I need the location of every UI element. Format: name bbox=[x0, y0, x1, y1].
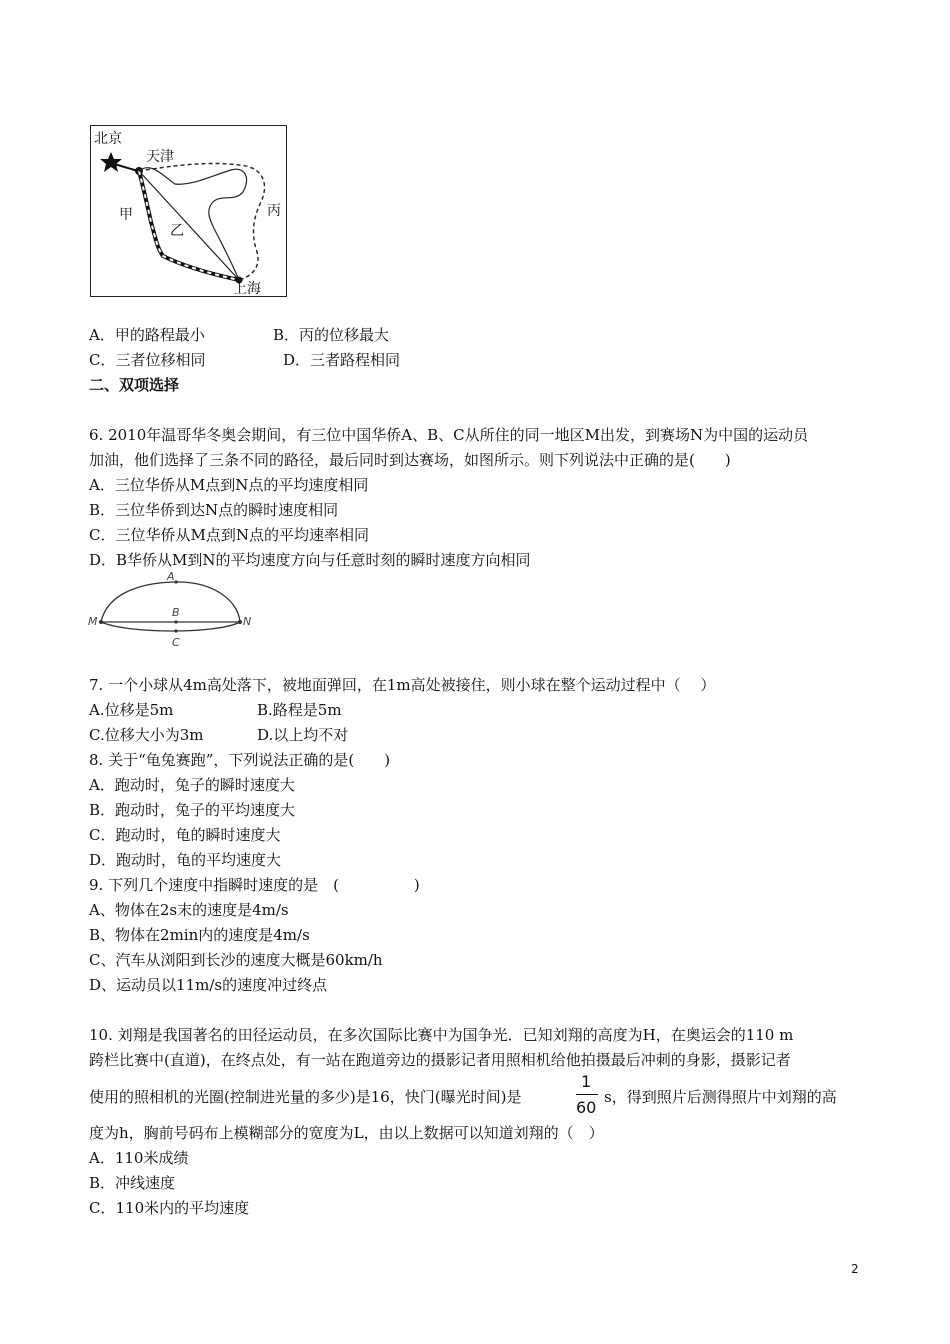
route-map-figure bbox=[90, 125, 287, 297]
map-label-jia: 甲 bbox=[119, 207, 133, 223]
fraction-denominator: 60 bbox=[576, 1098, 597, 1117]
path-diagram bbox=[88, 570, 258, 650]
q9-option-a: A、物体在2s末的速度是4m/s bbox=[89, 901, 289, 919]
q10-option-b: B．冲线速度 bbox=[89, 1174, 176, 1192]
q10-line3-post: s，得到照片后测得照片中刘翔的高 bbox=[604, 1088, 837, 1106]
q6-option-a: A．三位华侨从M点到N点的平均速度相同 bbox=[89, 476, 369, 494]
path-c bbox=[101, 622, 240, 631]
q7-option-c: C.位移大小为3m bbox=[89, 726, 204, 744]
q9-option-d: D、运动员以11m/s的速度冲过终点 bbox=[89, 976, 328, 994]
q6-option-b: B．三位华侨到达N点的瞬时速度相同 bbox=[89, 501, 339, 519]
q6-option-c: C．三位华侨从M点到N点的平均速率相同 bbox=[89, 526, 369, 544]
q10-line2: 跨栏比赛中(直道)，在终点处，有一站在跑道旁边的摄影记者用照相机给他拍摄最后冲刺的身影，摄影记者 bbox=[89, 1051, 791, 1069]
q8-option-d: D．跑动时，龟的平均速度大 bbox=[89, 851, 282, 869]
q10-line1: 10. 刘翔是我国著名的田径运动员，在多次国际比赛中为国争光．已知刘翔的高度为H，在奥运会的110 m bbox=[89, 1026, 794, 1044]
q8-option-a: A．跑动时，兔子的瞬时速度大 bbox=[89, 776, 295, 794]
q10-option-c: C．110米内的平均速度 bbox=[89, 1199, 250, 1217]
q6-stem-line2: 加油，他们选择了三条不同的路径，最后同时到达赛场，如图所示。则下列说法中正确的是( ) bbox=[89, 451, 731, 469]
page-number: 2 bbox=[851, 1262, 859, 1276]
q9-stem: 9. 下列几个速度中指瞬时速度的是 ( ) bbox=[89, 876, 420, 894]
q9-option-b: B、物体在2min内的速度是4m/s bbox=[89, 926, 310, 944]
route-bing bbox=[139, 163, 265, 280]
q5-option-b: B．丙的位移最大 bbox=[273, 326, 390, 344]
q8-stem: 8. 关于“龟兔赛跑”，下列说法正确的是( ) bbox=[89, 751, 391, 769]
route-winding bbox=[139, 168, 247, 280]
q8-option-c: C．跑动时，龟的瞬时速度大 bbox=[89, 826, 281, 844]
q7-option-b: B.路程是5m bbox=[257, 701, 342, 719]
map-label-yi: 乙 bbox=[170, 223, 184, 239]
q5-option-c: C．三者位移相同 bbox=[89, 351, 206, 369]
map-label-bing: 丙 bbox=[267, 203, 281, 219]
q7-option-d: D.以上均不对 bbox=[257, 726, 349, 744]
q6-option-d: D．B华侨从M到N的平均速度方向与任意时刻的瞬时速度方向相同 bbox=[89, 551, 531, 569]
label-c: C bbox=[172, 636, 180, 649]
map-label-shanghai: 上海 bbox=[233, 281, 261, 297]
q8-option-b: B．跑动时，兔子的平均速度大 bbox=[89, 801, 296, 819]
label-b: B bbox=[172, 606, 180, 619]
q7-stem: 7. 一个小球从4m高处落下，被地面弹回，在1m高处被接住，则小球在整个运动过程中（ ） bbox=[89, 676, 716, 694]
q6-stem-line1: 6. 2010年温哥华冬奥会期间，有三位中国华侨A、B、C从所住的同一地区M出发，到赛场N为中国的运动员 bbox=[89, 426, 809, 444]
label-a: A bbox=[167, 570, 175, 583]
fraction-numerator: 1 bbox=[581, 1072, 592, 1091]
map-label-tianjin: 天津 bbox=[146, 149, 174, 165]
q7-option-a: A.位移是5m bbox=[89, 701, 174, 719]
q5-option-d: D．三者路程相同 bbox=[283, 351, 401, 369]
q10-line4: 度为h，胸前号码布上模糊部分的宽度为L，由以上数据可以知道刘翔的（ ） bbox=[89, 1124, 604, 1142]
section-title: 二、双项选择 bbox=[89, 376, 180, 394]
label-m: M bbox=[88, 615, 98, 628]
q5-option-a: A．甲的路程最小 bbox=[89, 326, 205, 344]
q10-option-a: A．110米成绩 bbox=[89, 1149, 189, 1167]
q10-line3-pre: 使用的照相机的光圈(控制进光量的多少)是16，快门(曝光时间)是 bbox=[89, 1088, 522, 1106]
q9-option-c: C、汽车从浏阳到长沙的速度大概是60km/h bbox=[89, 951, 383, 969]
fraction-bar bbox=[576, 1094, 598, 1095]
map-label-beijing: 北京 bbox=[94, 131, 122, 147]
path-a bbox=[101, 582, 240, 622]
beijing-star-icon bbox=[100, 152, 122, 172]
label-n: N bbox=[243, 615, 252, 628]
